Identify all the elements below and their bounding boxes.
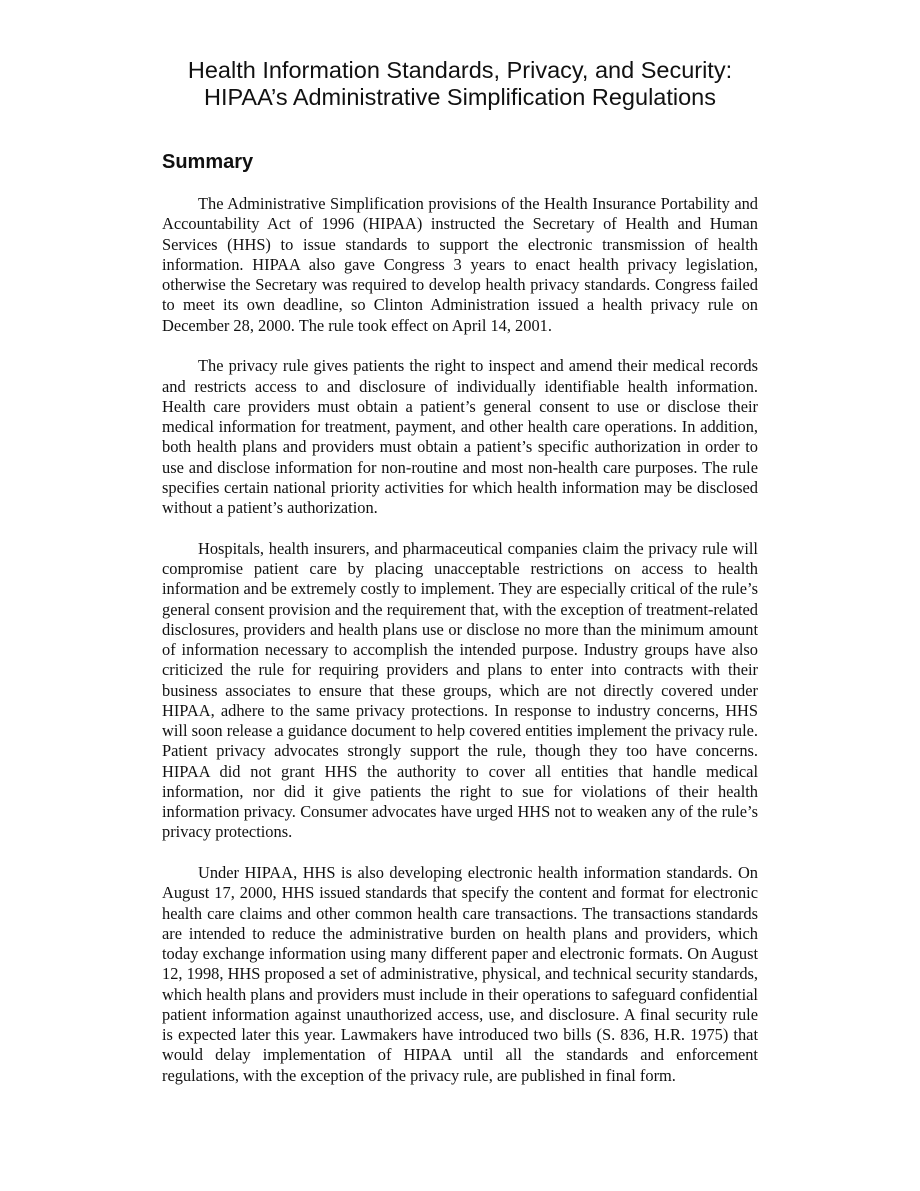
document-title	[160, 57, 760, 111]
summary-heading: Summary	[162, 151, 254, 173]
paragraph-privacy-rule: The privacy rule gives patients the right to inspect and amend their medical records and restricts access to and disclosure of individually identifiable health information. Health care providers must obtain a patient’s general consent to use or disclose their medical information for treatment, payment, and other health care operations. In addition, both health plans and providers must obtain a patient’s specific authorization in order to use and disclose information for non-routine and most non-health care purposes. The rule specifies certain national priority activities for which health information may be disclosed without a patient’s authorization.	[162, 356, 758, 517]
paragraph-administrative-simplification: The Administrative Simplification provisions of the Health Insurance Portability and Accountability Act of 1996 (HIPAA) instructed the Secretary of Health and Human Services (HHS) to issue standards to support the electronic transmission of health information. HIPAA also gave Congress 3 years to enact health privacy legislation, otherwise the Secretary was required to develop health privacy standards. Congress failed to meet its own deadline, so Clinton Administration issued a health privacy rule on December 28, 2000. The rule took effect on April 14, 2001.	[162, 194, 758, 335]
title-line-2: HIPAA’s Administrative Simplification Regulations	[204, 84, 716, 110]
title-line-1: Health Information Standards, Privacy, and Security:	[187, 57, 733, 83]
paragraph-electronic-standards: Under HIPAA, HHS is also developing electronic health information standards. On August 17, 2000, HHS issued standards that specify the content and format for electronic health care claims and other common health care transactions. The transactions standards are intended to reduce the administrative burden on health plans and providers, which today exchange information using many different paper and electronic formats. On August 12, 1998, HHS proposed a set of administrative, physical, and technical security standards, which health plans and providers must include in their operations to safeguard confidential patient information against unauthorized access, use, and disclosure. A final security rule is expected later this year. Lawmakers have introduced two bills (S. 836, H.R. 1975) that would delay implementation of HIPAA until all the standards and enforcement regulations, with the exception of the privacy rule, are published in final form.	[162, 863, 758, 1085]
paragraph-industry-concerns: Hospitals, health insurers, and pharmaceutical companies claim the privacy rule will compromise patient care by placing unacceptable restrictions on access to health information and be extremely costly to implement. They are especially critical of the rule’s general consent provision and the requirement that, with the exception of treatment-related disclosures, providers and health plans use or disclose no more than the minimum amount of information necessary to accomplish the intended purpose. Industry groups have also criticized the rule for requiring providers and plans to enter into contracts with their business associates to ensure that these groups, which are not directly covered under HIPAA, adhere to the same privacy protections. In response to industry concerns, HHS will soon release a guidance document to help covered entities implement the privacy rule. Patient privacy advocates strongly support the rule, though they too have concerns. HIPAA did not grant HHS the authority to cover all entities that handle medical information, nor did it give patients the right to sue for violations of their health information privacy. Consumer advocates have urged HHS not to weaken any of the rule’s privacy protections.	[162, 538, 758, 842]
summary-body	[162, 194, 758, 1086]
